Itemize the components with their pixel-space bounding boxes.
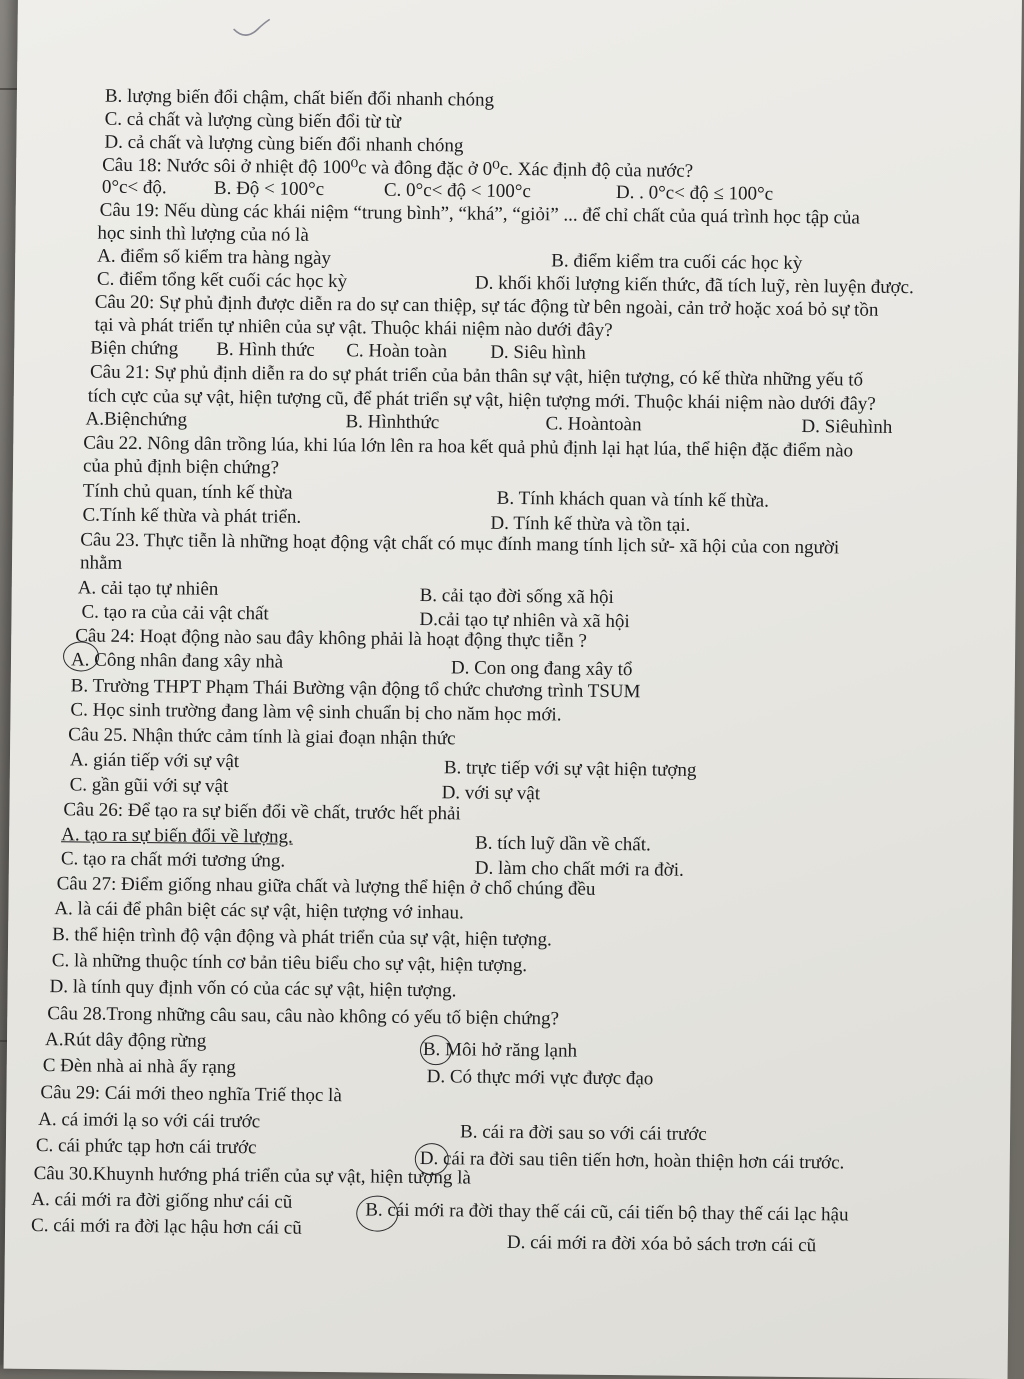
option-a: A. điểm số kiểm tra hàng ngày (97, 245, 332, 270)
option-c: C. cái mới ra đời lạc hậu hơn cái cũ (30, 1214, 302, 1239)
question-23: Câu 23. Thực tiễn là những hoạt động vật chất có mục đính mang tính lịch sử- xã hội của con người (80, 529, 840, 559)
option-c: C. tạo ra chất mới tương ứng. (60, 848, 286, 872)
option-a: Biện chứng (90, 337, 179, 360)
option-c: C Đèn nhà ai nhà ấy rạng (42, 1055, 236, 1079)
option-a: A. là cái để phân biệt các sự vật, hiện tượng vớ inhau. (54, 898, 464, 924)
option-a: A.Rút dây động rừng (44, 1029, 207, 1052)
pen-tick-mark (231, 15, 271, 41)
option-a-underlined: A. tạo ra sự biến đổi về lượng. (61, 824, 293, 848)
question-26: Câu 26: Để tạo ra sự biến đổi về chất, trước hết phải (63, 799, 461, 825)
option-a: Tính chủ quan, tính kế thừa (82, 480, 293, 504)
option-c: C. là những thuộc tính cơ bản tiêu biểu cho sự vật, hiện tượng. (51, 950, 528, 977)
question-19: Câu 19: Nếu dùng các khái niệm “trung bình”, “khá”, “giỏi” ... để chỉ chất của quá trình học tập của (99, 199, 861, 229)
option-a: A. gián tiếp với sự vật (69, 749, 240, 773)
text-line: học sinh thì lượng của nó là (97, 222, 309, 246)
option-b: B. tích luỹ dần về chất. (474, 832, 651, 856)
text-line: B. lượng biến đổi chậm, chất biến đổi nhanh chóng (104, 85, 495, 111)
option-d: D. Siêuhình (801, 415, 893, 438)
option-c: C. 0°c< độ < 100°c (383, 179, 531, 203)
option-c: C. tạo ra của cải vật chất (81, 601, 269, 625)
option-d: D. Tính kế thừa và tồn tại. (490, 512, 691, 536)
option-d: D. cái mới ra đời xóa bỏ sách trơn cái cũ (506, 1231, 817, 1257)
question-20: Câu 20: Sự phủ định được diễn ra do sự can thiệp, sự tác động từ bên ngoài, cản trở hoặc xoá bỏ sự tồn (94, 291, 879, 321)
option-a: A. cá imới lạ so với cái trước (38, 1109, 261, 1133)
question-18: Câu 18: Nước sôi ở nhiệt độ 100⁰c và đông đặc ở 0⁰c. Xác định độ của nước? (102, 154, 694, 182)
option-d: D. là tính quy định vốn có của các sự vật, hiện tượng. (49, 976, 457, 1002)
option-b: B. Hình thức (216, 338, 315, 361)
text-line: tích cực của sự vật, hiện tượng cũ, để phát triển sự vật, hiện tượng mới. Thuộc khái niệm nào dưới đây? (87, 385, 876, 415)
option-d: D. . 0°c< độ ≤ 100°c (615, 182, 774, 205)
option-c: C. cái phức tạp hơn cái trước (35, 1134, 257, 1159)
option-d: D. với sự vật (441, 782, 541, 805)
option-a: A. Công nhân đang xây nhà (70, 649, 284, 673)
question-22: Câu 22. Nông dân trồng lúa, khi lúa lớn lên ra hoa kết quả phủ định lại hạt lúa, thể hiện đặc điểm nào (83, 432, 854, 462)
question-28: Câu 28.Trong những câu sau, câu nào không có yếu tố biện chứng? (47, 1003, 560, 1030)
option-d: D. cái ra đời sau tiên tiến hơn, hoàn thiện hơn cái trước. (419, 1148, 845, 1174)
option-b: B. Tính khách quan và tính kế thừa. (496, 487, 770, 512)
option-d: D. Siêu hình (490, 341, 586, 364)
option-c: C. điểm tổng kết cuối các học kỳ (96, 268, 348, 293)
text-line: C. cả chất và lượng cùng biến đổi từ từ (104, 108, 402, 133)
option-b: B. Trường THPT Phạm Thái Bường vận động tổ chức chương trình TSUM (70, 675, 641, 703)
question-29: Câu 29: Cái mới theo nghĩa Triế thọc là (40, 1082, 342, 1107)
question-21: Câu 21: Sự phủ định diễn ra do sự phát triển của bản thân sự vật, hiện tượng, có kế thừa những yếu tố (89, 361, 864, 391)
option-a: A. cải tạo tự nhiên (77, 577, 219, 600)
text-line: D. cả chất và lượng cùng biến đổi nhanh chóng (104, 131, 464, 157)
option-d: D. Có thực mới vực được đạo (426, 1066, 654, 1090)
option-d: D. Con ong đang xây tổ (450, 657, 633, 681)
question-30: Câu 30.Khuynh hướng phá triển của sự vật, hiện tượng là (33, 1162, 471, 1189)
option-d: D. khối khối lượng kiến thức, đã tích luỹ, rèn luyện được. (474, 272, 914, 299)
option-b: B. trực tiếp với sự vật hiện tượng (443, 757, 697, 781)
option-c: C. Hoàntoàn (545, 413, 642, 436)
option-b: B. Môi hở răng lạnh (422, 1039, 578, 1062)
question-25: Câu 25. Nhận thức cảm tính là giai đoạn nhận thức (68, 724, 456, 750)
option-b: B. Độ < 100°c (213, 177, 325, 200)
option-c: C. Học sinh trường đang làm vệ sinh chuẩn bị cho năm học mới. (70, 699, 562, 726)
option-b: B. cái ra đời sau so với cái trước (459, 1121, 707, 1146)
option-a: A. cái mới ra đời giống như cái cũ (31, 1188, 293, 1213)
exam-sheet (4, 0, 1022, 1379)
option-b: B. cái mới ra đời thay thế cái cũ, cái tiến bộ thay thế cái lạc hậu (365, 1199, 849, 1226)
option-d: D. làm cho chất mới ra đời. (474, 857, 684, 881)
option-b: B. điểm kiểm tra cuối các học kỳ (551, 250, 803, 274)
option-b: B. Hìnhthức (345, 411, 440, 434)
option-d: D.cải tạo tự nhiên và xã hội (419, 608, 630, 633)
question-27: Câu 27: Điểm giống nhau giữa chất và lượng thể hiện ở chổ chúng đều (56, 873, 596, 900)
text-line: của phủ định biện chứng? (82, 455, 280, 479)
text-line: tại và phát triển tự nhiên của sự vật. Thuộc khái niệm nào dưới đây? (94, 314, 613, 341)
option-a: A.Biệnchứng (85, 408, 188, 431)
option-a: 0°c< độ. (101, 176, 167, 199)
option-c: C.Tính kế thừa và phát triển. (82, 504, 302, 528)
text-line: nhằm (79, 552, 123, 574)
question-24: Câu 24: Hoạt động nào sau đây không phải là hoạt động thực tiễn ? (75, 625, 587, 652)
option-c: C. Hoàn toàn (346, 340, 448, 363)
option-b: B. thể hiện trình độ vận động và phát triển của sự vật, hiện tượng. (52, 924, 552, 951)
option-c: C. gần gũi với sự vật (69, 774, 229, 797)
option-b: B. cải tạo đời sống xã hội (419, 584, 615, 609)
